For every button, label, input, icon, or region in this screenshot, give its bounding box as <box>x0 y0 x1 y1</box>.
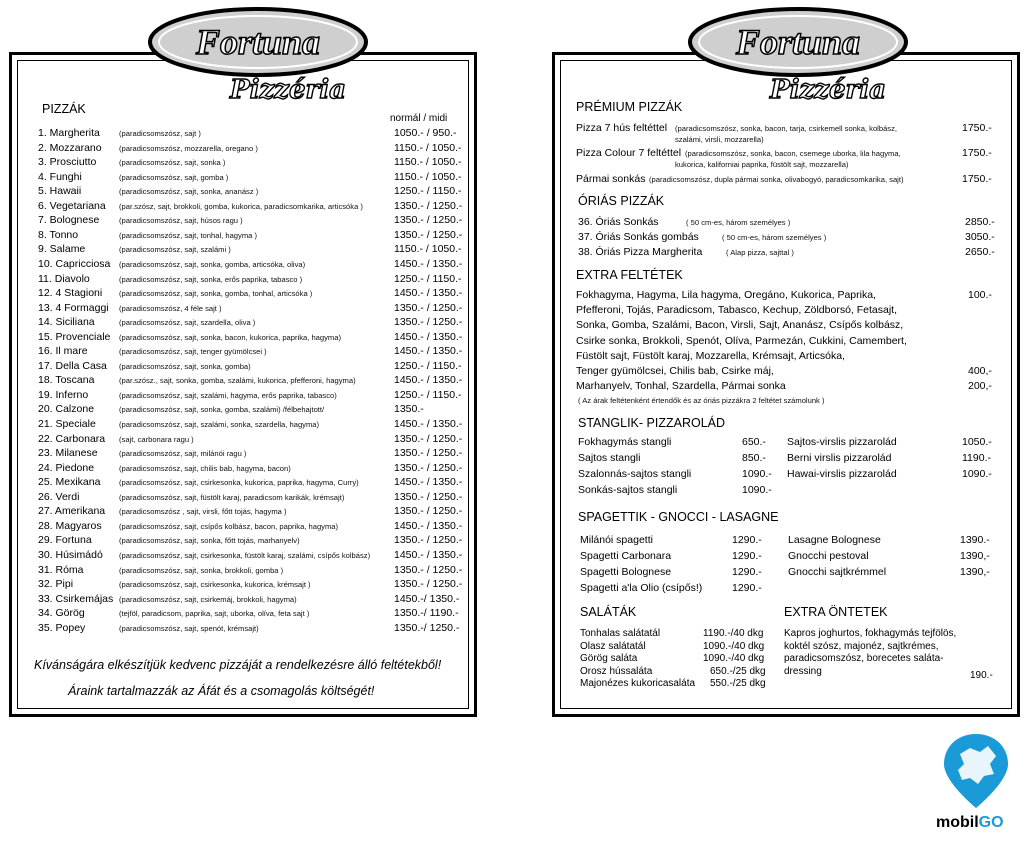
pizza-name: 22. Carbonara <box>38 432 106 445</box>
pasta-price: 1290.- <box>732 534 762 546</box>
pizza-name: 3. Prosciutto <box>38 156 97 169</box>
salad-name: Majonézes kukoricasaláta <box>580 678 696 689</box>
pasta-name: Spagetti Carbonara <box>580 550 672 562</box>
pizza-price: 1350.- / 1250.- <box>394 578 463 591</box>
pizza-price: 1350.- / 1250.- <box>394 214 463 227</box>
pizza-ingredients: (paradicsomszósz , sajt, virsli, főtt tojás, hagyma ) <box>119 507 287 517</box>
pizza-price: 1350.- / 1250.- <box>394 432 463 445</box>
premium-price: 1750.- <box>962 147 992 159</box>
pizza-price: 1250.- / 1150.- <box>394 272 462 285</box>
salad-name: Olasz salátatál <box>580 640 646 652</box>
mobilgo-label <box>936 814 1004 832</box>
pizza-ingredients: (paradicsomszósz, sajt, szalámi, sonka, szardella, hagyma) <box>119 420 320 429</box>
giant-section-title: ÓRIÁS PIZZÁK <box>578 194 665 208</box>
pizza-name: 7. Bolognese <box>38 214 100 227</box>
extras-note: ( Az árak feltétenként értendők és az óriás pizzákra 2 feltétet számolunk ) <box>578 396 825 405</box>
stangli-section-title: STANGLIK- PIZZAROLÁD <box>578 416 726 430</box>
pizza-name: 10. Capricciosa <box>38 257 111 270</box>
premium-price: 1750.- <box>962 122 992 134</box>
pizza-ingredients: (paradicsomszósz, sajt, füstölt karaj, paradicsom karikák, krémsajt) <box>119 492 345 502</box>
salad-price: 1090.-/40 dkg <box>703 640 765 652</box>
pizza-name: 32. Pipi <box>38 578 74 591</box>
stangli-price: 1090.- <box>742 484 772 496</box>
pizza-name: 33. Csirkemájas <box>38 592 114 605</box>
salad-name: Orosz hússaláta <box>580 665 653 677</box>
stangli-name: Sajtos stangli <box>578 452 641 464</box>
dressing-price: 190.- <box>970 670 993 681</box>
extras-section-title: EXTRA FELTÉTEK <box>576 268 683 282</box>
pizza-name: 26. Verdi <box>38 490 80 503</box>
pizza-name: 19. Inferno <box>38 388 89 401</box>
pizza-price: 1450.- / 1350.- <box>394 418 463 430</box>
pizza-ingredients: (paradicsomszósz, sajt, sonka, gomba, szalámi) /félbehajtott/ <box>119 405 325 415</box>
extras-line: Csirke sonka, Brokkoli, Spenót, Olíva, Parmezán, Cukkini, Camembert, <box>576 334 907 347</box>
pizza-name: 18. Toscana <box>38 374 95 387</box>
pizza-price: 1250.- / 1150.- <box>394 388 462 401</box>
pasta-price: 1290.- <box>732 566 762 578</box>
pizza-name: 27. Amerikana <box>38 505 106 518</box>
pizzarolad-name: Hawai-virslis pizzarolád <box>787 468 897 480</box>
pizza-price: 1250.- / 1150.- <box>394 359 462 372</box>
pizza-ingredients: (paradicsomszósz, sajt, szalámi, hagyma, erős paprika, tabasco) <box>119 390 337 400</box>
premium-pizza-name: Pizza 7 hús feltéttel <box>576 122 668 134</box>
stangli-price: 850.- <box>742 452 766 464</box>
pizza-ingredients: (paradicsomszósz, sajt, csirkesonka, kukorica, paprika, hagyma, Curry) <box>119 478 359 488</box>
extras-price-alt2: 200,- <box>968 380 992 392</box>
pizza-price: 1450.- / 1350.- <box>394 476 463 489</box>
pizza-name: 34. Görög <box>38 607 85 620</box>
pizza-section-title: PIZZÁK <box>42 102 86 116</box>
pizza-ingredients: (par.szósz, sajt, brokkoli, gomba, kukorica, paradicsomkarika, articsóka ) <box>119 201 363 211</box>
pizza-ingredients: (paradicsomszósz, sajt, csirkemáj, brokkoli, hagyma) <box>119 594 297 604</box>
pizza-ingredients: (paradicsomszósz, sajt, sonka, ananász ) <box>119 187 259 197</box>
pizza-price: 1350.- / 1250.- <box>394 199 463 212</box>
pizza-name: 17. Della Casa <box>38 359 107 372</box>
pizza-price: 1350.-/ 1190.- <box>394 607 459 620</box>
pizza-ingredients: (paradicsomszósz, sajt, gomba ) <box>119 172 229 182</box>
pizza-ingredients: (paradicsomszósz, sajt ) <box>119 129 201 138</box>
svg-text:Pizzéria: Pizzéria <box>230 75 346 104</box>
salad-price: 1190.-/40 dkg <box>703 628 764 639</box>
giant-price: 3050.- <box>965 231 995 243</box>
premium-pizza-name: Pármai sonkás <box>576 173 646 185</box>
extras-line: Sonka, Gomba, Szalámi, Bacon, Virsli, Sajt, Ananász, Csípős kolbász, <box>576 319 904 332</box>
salad-price: 1090.-/40 dkg <box>703 653 765 664</box>
pizza-price: 1350.- / 1250.- <box>394 534 463 547</box>
pasta-name: Spagetti Bolognese <box>580 566 672 578</box>
pizza-ingredients: (tejföl, paradicsom, paprika, sajt, uborka, olíva, feta sajt ) <box>119 609 310 619</box>
pizza-name: 24. Piedone <box>38 461 95 474</box>
giant-description: ( 50 cm-es, három személyes ) <box>686 218 791 227</box>
giant-description: ( 50 cm-es, három személyes ) <box>722 233 827 242</box>
pizza-ingredients: (paradicsomszósz, 4 féle sajt ) <box>119 303 222 313</box>
pizza-name: 1. Margherita <box>38 127 100 139</box>
pizza-name: 6. Vegetariana <box>38 199 106 212</box>
pizza-ingredients: (paradicsomszósz, sajt, szardella, oliva ) <box>119 318 256 328</box>
pizza-ingredients: (paradicsomszósz, sajt, tonhal, hagyma ) <box>119 230 258 240</box>
pizza-ingredients: (paradicsomszósz, sajt, tenger gyümölcsei ) <box>119 347 267 357</box>
pizza-price: 1350.- / 1250.- <box>394 461 463 474</box>
pizza-ingredients: (paradicsomszósz, sajt, sonka, gomba) <box>119 361 251 371</box>
premium-ingredients: (paradicsomszósz, sonka, bacon, tarja, csirkemell sonka, kolbász, <box>675 124 897 133</box>
pizza-name: 28. Magyaros <box>38 519 102 532</box>
pizza-name: 16. Il mare <box>38 345 88 358</box>
pizza-name: 25. Mexikana <box>38 476 101 489</box>
pizza-price: 1150.- / 1050.- <box>394 170 462 183</box>
pizza-price: 1450.- / 1350.- <box>394 548 463 561</box>
pizza-ingredients: (paradicsomszósz, sajt, sonka, gomba, tonhal, articsóka ) <box>119 289 313 299</box>
pizza-price: 1350.- / 1250.- <box>394 301 463 314</box>
giant-description: ( Alap pizza, sajttal ) <box>726 248 794 257</box>
pizza-name: 5. Hawaii <box>38 185 82 198</box>
premium-ingredients-cont: kukorica, kaliforniai paprika, füstölt sajt, mozzarella) <box>675 160 849 169</box>
price-column-header: normál / midi <box>390 113 448 124</box>
pizzarolad-name: Berni virslis pizzarolád <box>787 452 892 464</box>
giant-price: 2650.- <box>965 246 995 258</box>
stangli-name: Fokhagymás stangli <box>578 436 672 448</box>
pizza-name: 9. Salame <box>38 243 86 256</box>
pasta-name: Milánói spagetti <box>580 534 653 546</box>
pizza-name: 29. Fortuna <box>38 534 92 547</box>
pizza-name: 20. Calzone <box>38 403 95 416</box>
svg-text:Fortuna: Fortuna <box>195 22 321 62</box>
extras-price-alt: 400,- <box>968 365 992 377</box>
brand-go: GO <box>978 814 1004 831</box>
extras-price: 100.- <box>968 289 992 301</box>
footer-vat-note: Áraink tartalmazzák az Áfát és a csomagolás költségét! <box>68 684 375 698</box>
extras-line: Füstölt sajt, Füstölt karaj, Mozzarella, Krémsajt, Articsóka, <box>576 349 846 362</box>
pizza-ingredients: (par.szósz., sajt, sonka, gomba, szalámi, kukorica, pfefferoni, hagyma) <box>119 376 356 386</box>
pasta-right-price: 1390,- <box>960 550 990 562</box>
premium-ingredients: (paradicsomszósz, dupla pármai sonka, olivabogyó, paradicsomkarika, sajt) <box>649 175 904 184</box>
pizza-ingredients: (paradicsomszósz, sajt, csípős kolbász, bacon, paprika, hagyma) <box>119 521 339 531</box>
pizza-price: 1250.- / 1150.- <box>394 185 462 198</box>
extras-line: Pfefferoni, Tojás, Paradicsom, Tabasco, Kechup, Zöldborsó, Fetasajt, <box>576 304 898 317</box>
stangli-price: 650.- <box>742 436 766 448</box>
pizza-price: 1350.- / 1250.- <box>394 228 463 241</box>
premium-pizza-name: Pizza Colour 7 feltéttel <box>576 147 682 159</box>
pasta-name: Spagetti a'la Olio (csípős!) <box>580 582 703 594</box>
pizzarolad-price: 1090.- <box>962 468 992 480</box>
pizza-name: 15. Provenciale <box>38 330 111 343</box>
pizza-price: 1150.- / 1050.- <box>394 141 462 154</box>
dressing-line: koktél szósz, majonéz, sajtkrémes, <box>784 640 939 652</box>
pizza-ingredients: (sajt, carbonara ragu ) <box>119 434 194 444</box>
pizza-name: 8. Tonno <box>38 228 79 241</box>
salad-price: 650.-/25 dkg <box>710 665 766 677</box>
stangli-name: Sonkás-sajtos stangli <box>578 484 678 496</box>
pizza-name: 13. 4 Formaggi <box>38 301 109 314</box>
extras-line: Fokhagyma, Hagyma, Lila hagyma, Oregáno, Kukorica, Paprika, <box>576 289 876 301</box>
pasta-section-title: SPAGETTIK - GNOCCI - LASAGNE <box>578 510 779 524</box>
stangli-name: Szalonnás-sajtos stangli <box>578 468 692 480</box>
pizza-price: 1150.- / 1050.- <box>394 243 462 256</box>
dressing-line: paradicsomszósz, borecetes saláta- <box>784 653 944 664</box>
pizza-ingredients: (paradicsomszósz, sajt, csirkesonka, füstölt karaj, szalámi, csípős kolbász) <box>119 550 371 560</box>
giant-pizza-name: 37. Óriás Sonkás gombás <box>578 231 699 243</box>
pizza-name: 2. Mozzarano <box>38 141 102 154</box>
extras-line: Tenger gyümölcsei, Chilis bab, Csirke máj, <box>576 365 774 377</box>
pizza-price: 1350.- / 1250.- <box>394 490 463 503</box>
pizzarolad-price: 1190.- <box>962 452 991 464</box>
svg-text:Pizzéria: Pizzéria <box>770 75 886 104</box>
pizza-price: 1350.- / 1250.- <box>394 316 463 329</box>
svg-text:Fortuna: Fortuna <box>735 22 861 62</box>
pizza-name: 30. Húsimádó <box>38 548 103 561</box>
pasta-price: 1290.- <box>732 582 762 594</box>
pizza-name: 14. Siciliana <box>38 316 95 329</box>
salad-section-title: SALÁTÁK <box>580 605 637 619</box>
giant-pizza-name: 38. Óriás Pizza Margherita <box>578 246 703 258</box>
salad-price: 550.-/25 dkg <box>710 678 766 689</box>
pizza-name: 23. Milanese <box>38 447 98 460</box>
map-pin-icon <box>936 730 1016 810</box>
fortuna-logo-right <box>680 2 920 104</box>
pizza-price: 1450.- / 1350.- <box>394 519 463 532</box>
pizza-name: 11. Diavolo <box>38 272 90 285</box>
brand-mobil: mobil <box>936 814 979 831</box>
pizza-price: 1450.- / 1350.- <box>394 345 463 358</box>
pizza-ingredients: (paradicsomszósz, sajt, milánói ragu ) <box>119 449 247 459</box>
pizza-ingredients: (paradicsomszósz, sajt, sonka, gomba, articsóka, oliva) <box>119 259 306 269</box>
pizza-name: 4. Funghi <box>38 170 82 183</box>
pizza-name: 35. Popey <box>38 621 86 634</box>
pizza-ingredients: (paradicsomszósz, sajt, sonka, főtt tojás, marhanyelv) <box>119 536 300 546</box>
pizza-price: 1350.- <box>394 403 424 416</box>
pizzarolad-price: 1050.- <box>962 436 992 448</box>
pizza-ingredients: (paradicsomszósz, sajt, chilis bab, hagyma, bacon) <box>119 463 291 473</box>
giant-pizza-name: 36. Óriás Sonkás <box>578 216 659 228</box>
premium-ingredients-cont: szalámi, virsli, mozzarella) <box>675 135 764 144</box>
pizza-price: 1450.- / 1350.- <box>394 330 463 343</box>
pizza-price: 1450.- / 1350.- <box>394 374 463 387</box>
premium-section-title: PRÉMIUM PIZZÁK <box>576 100 683 114</box>
pasta-right-name: Gnocchi sajtkrémmel <box>788 566 887 578</box>
pizza-price: 1050.- / 950.- <box>394 127 457 139</box>
pizza-ingredients: (paradicsomszósz, sajt, szalámi ) <box>119 245 231 255</box>
premium-price: 1750.- <box>962 173 992 185</box>
pizza-price: 1450.- / 1350.- <box>394 257 463 270</box>
pizza-ingredients: (paradicsomszósz, sajt, sonka, erős paprika, tabasco ) <box>119 274 303 284</box>
pizza-price: 1350.- / 1250.- <box>394 563 463 576</box>
salad-name: Tonhalas salátatál <box>580 628 661 639</box>
stangli-price: 1090.- <box>742 468 772 480</box>
pizzarolad-name: Sajtos-virslis pizzarolád <box>787 436 897 448</box>
dressing-section-title: EXTRA ÖNTETEK <box>784 605 888 619</box>
pizza-name: 31. Róma <box>38 563 84 576</box>
pasta-right-price: 1390,- <box>960 566 990 578</box>
pasta-right-name: Lasagne Bolognese <box>788 534 881 546</box>
footer-custom-pizza-note: Kívánságára elkészítjük kedvenc pizzáját a rendelkezésre álló feltétekből! <box>34 658 442 672</box>
pizza-ingredients: (paradicsomszósz, sajt, sonka, bacon, kukorica, paprika, hagyma) <box>119 332 342 342</box>
pizza-price: 1350.- / 1250.- <box>394 447 463 460</box>
dressing-line: Kapros joghurtos, fokhagymás tejfölös, <box>784 628 957 639</box>
pasta-right-price: 1390.- <box>960 534 990 546</box>
pizza-ingredients: (paradicsomszósz, sajt, csirkesonka, kukorica, krémsajt ) <box>119 580 311 590</box>
pizza-ingredients: (paradicsomszósz, sajt, sonka, brokkoli, gomba ) <box>119 565 284 575</box>
dressing-line: dressing <box>784 665 822 677</box>
pasta-right-name: Gnocchi pestoval <box>788 550 869 562</box>
pizza-price: 1450.- / 1350.- <box>394 287 463 300</box>
pizza-price: 1350.-/ 1250.- <box>394 621 460 634</box>
pizza-price: 1150.- / 1050.- <box>394 156 462 169</box>
giant-price: 2850.- <box>965 216 995 228</box>
pizza-price: 1350.- / 1250.- <box>394 505 463 518</box>
fortuna-logo-left <box>140 2 380 104</box>
extras-line: Marhanyelv, Tonhal, Szardella, Pármai sonka <box>576 380 786 393</box>
pizza-ingredients: (paradicsomszósz, sajt, spenót, krémsajt) <box>119 623 259 633</box>
pizza-ingredients: (paradicsomszósz, sajt, húsos ragu ) <box>119 216 243 226</box>
pasta-price: 1290.- <box>732 550 762 562</box>
pizza-ingredients: (paradicsomszósz, mozzarella, oregano ) <box>119 143 258 153</box>
pizza-name: 21. Speciale <box>38 418 96 430</box>
pizza-ingredients: (paradicsomszósz, sajt, sonka ) <box>119 158 226 168</box>
pizza-name: 12. 4 Stagioni <box>38 287 103 300</box>
premium-ingredients: (paradicsomszósz, sonka, bacon, csemege uborka, lila hagyma, <box>685 149 901 158</box>
mobilgo-badge[interactable] <box>936 730 1016 842</box>
salad-name: Görög saláta <box>580 653 638 664</box>
pizza-price: 1450.-/ 1350.- <box>394 592 460 605</box>
